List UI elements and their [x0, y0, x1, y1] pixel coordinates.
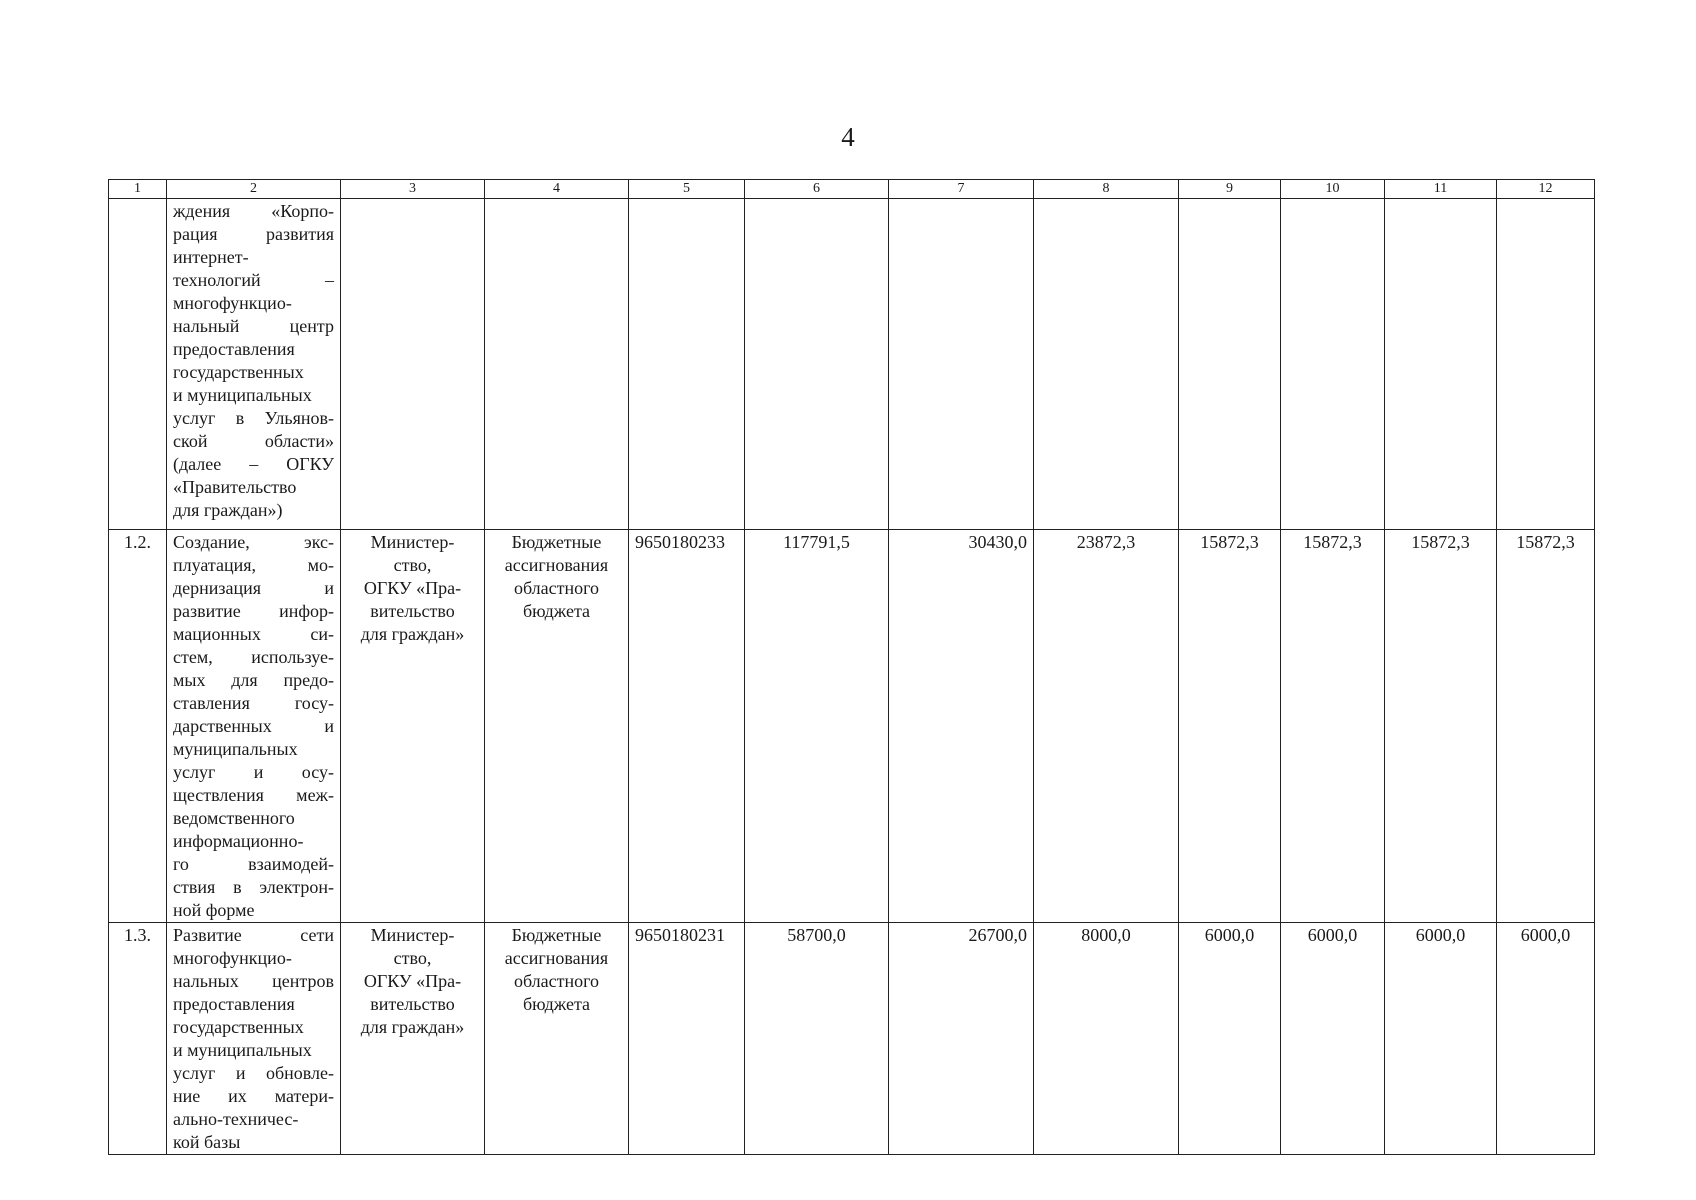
- name-line: услуг и осу-: [173, 762, 334, 782]
- name-line: услуг в Ульянов-: [173, 408, 334, 428]
- text-line: ассигнования: [504, 948, 609, 968]
- header-cell: 7: [889, 180, 1034, 199]
- value-cell: [745, 199, 889, 530]
- budget-code: 9650180231: [629, 923, 745, 1155]
- text-line: Министер-: [370, 925, 455, 945]
- row-number: 1.2.: [109, 530, 167, 923]
- name-line: ждения «Корпо-: [173, 201, 334, 221]
- funding-source: [485, 199, 629, 530]
- header-cell: 3: [341, 180, 485, 199]
- text-line: вительство: [370, 994, 455, 1014]
- header-cell: 4: [485, 180, 629, 199]
- program-table: [108, 179, 1595, 1155]
- text-line: ассигнования: [504, 555, 609, 575]
- measure-name: [167, 530, 341, 923]
- name-line: информационно-: [173, 831, 304, 851]
- value-cell: 23872,3: [1034, 530, 1179, 923]
- header-cell: 9: [1179, 180, 1281, 199]
- name-line: стем, используе-: [173, 647, 334, 667]
- value-cell: 6000,0: [1497, 923, 1595, 1155]
- name-line: ставления госу-: [173, 693, 334, 713]
- value-cell: 15872,3: [1179, 530, 1281, 923]
- value-cell: [1179, 199, 1281, 530]
- table-row: [109, 199, 1595, 530]
- value-cell: 15872,3: [1281, 530, 1385, 923]
- text-line: вительство: [370, 601, 455, 621]
- name-line: для граждан»): [173, 500, 283, 520]
- name-line: услуг и обновле-: [173, 1063, 334, 1083]
- row-number: 1.3.: [109, 923, 167, 1155]
- value-cell: [1385, 199, 1497, 530]
- text-line: Министер-: [370, 532, 455, 552]
- value-cell: 8000,0: [1034, 923, 1179, 1155]
- table-row: [109, 530, 1595, 923]
- name-line: нальных центров: [173, 971, 334, 991]
- name-line: мых для предо-: [173, 670, 334, 690]
- text-line: бюджета: [522, 994, 591, 1014]
- name-line: государственных: [173, 1017, 304, 1037]
- name-line: и муниципальных: [173, 385, 312, 405]
- header-cell: 1: [109, 180, 167, 199]
- header-cell: 5: [629, 180, 745, 199]
- name-line: дарственных и: [173, 716, 334, 736]
- header-cell: 2: [167, 180, 341, 199]
- page-number: 4: [841, 122, 855, 152]
- name-line: «Правительство: [173, 477, 297, 497]
- funding-source: [485, 923, 629, 1155]
- value-cell: 58700,0: [745, 923, 889, 1155]
- budget-code: [629, 199, 745, 530]
- value-cell: 6000,0: [1281, 923, 1385, 1155]
- name-line: многофункцио-: [173, 948, 292, 968]
- name-line: интернет-: [173, 247, 249, 267]
- name-line: ствия в электрон-: [173, 877, 334, 897]
- header-cell: 8: [1034, 180, 1179, 199]
- text-line: ство,: [393, 555, 432, 575]
- name-line: предоставления: [173, 994, 295, 1014]
- name-line: дернизация и: [173, 578, 334, 598]
- value-cell: 117791,5: [745, 530, 889, 923]
- header-cell: 10: [1281, 180, 1385, 199]
- text-line: областного: [513, 578, 600, 598]
- name-line: ной форме: [173, 900, 255, 920]
- name-line: (далее – ОГКУ: [173, 454, 334, 474]
- header-cell: 6: [745, 180, 889, 199]
- text-line: для граждан»: [360, 1017, 465, 1037]
- text-line: ОГКУ «Пра-: [363, 578, 462, 598]
- value-cell: [1281, 199, 1385, 530]
- name-line: ально-техничес-: [173, 1109, 299, 1129]
- name-line: ведомственного: [173, 808, 295, 828]
- text-line: областного: [513, 971, 600, 991]
- value-cell: 26700,0: [889, 923, 1034, 1155]
- name-line: го взаимодей-: [173, 854, 334, 874]
- value-cell: [1497, 199, 1595, 530]
- text-line: для граждан»: [360, 624, 465, 644]
- funding-source: [485, 530, 629, 923]
- header-cell: 12: [1497, 180, 1595, 199]
- name-line: плуатация, мо-: [173, 555, 334, 575]
- name-line: нальный центр: [173, 316, 334, 336]
- measure-name: [167, 923, 341, 1155]
- text-line: Бюджетные: [511, 925, 602, 945]
- text-line: ОГКУ «Пра-: [363, 971, 462, 991]
- text-line: ство,: [393, 948, 432, 968]
- name-line: ской области»: [173, 431, 334, 451]
- measure-name: [167, 199, 341, 530]
- name-line: технологий –: [173, 270, 334, 290]
- executor: [341, 923, 485, 1155]
- name-line: рация развития: [173, 224, 334, 244]
- text-line: бюджета: [522, 601, 591, 621]
- value-cell: 15872,3: [1385, 530, 1497, 923]
- header-cell: 11: [1385, 180, 1497, 199]
- name-line: муниципальных: [173, 739, 298, 759]
- executor: [341, 530, 485, 923]
- name-line: мационных си-: [173, 624, 334, 644]
- row-number: [109, 199, 167, 530]
- header-row: [109, 180, 1595, 199]
- value-cell: [1034, 199, 1179, 530]
- name-line: ние их матери-: [173, 1086, 334, 1106]
- name-line: Развитие сети: [173, 925, 334, 945]
- name-line: многофункцио-: [173, 293, 292, 313]
- value-cell: 6000,0: [1179, 923, 1281, 1155]
- name-line: и муниципальных: [173, 1040, 312, 1060]
- value-cell: [889, 199, 1034, 530]
- name-line: Создание, экс-: [173, 532, 334, 552]
- text-line: Бюджетные: [511, 532, 602, 552]
- name-line: развитие инфор-: [173, 601, 334, 621]
- value-cell: 6000,0: [1385, 923, 1497, 1155]
- budget-code: 9650180233: [629, 530, 745, 923]
- name-line: ществления меж-: [173, 785, 334, 805]
- name-line: предоставления: [173, 339, 295, 359]
- executor: [341, 199, 485, 530]
- table-row: [109, 923, 1595, 1155]
- value-cell: 15872,3: [1497, 530, 1595, 923]
- value-cell: 30430,0: [889, 530, 1034, 923]
- name-line: кой базы: [173, 1132, 241, 1152]
- name-line: государственных: [173, 362, 304, 382]
